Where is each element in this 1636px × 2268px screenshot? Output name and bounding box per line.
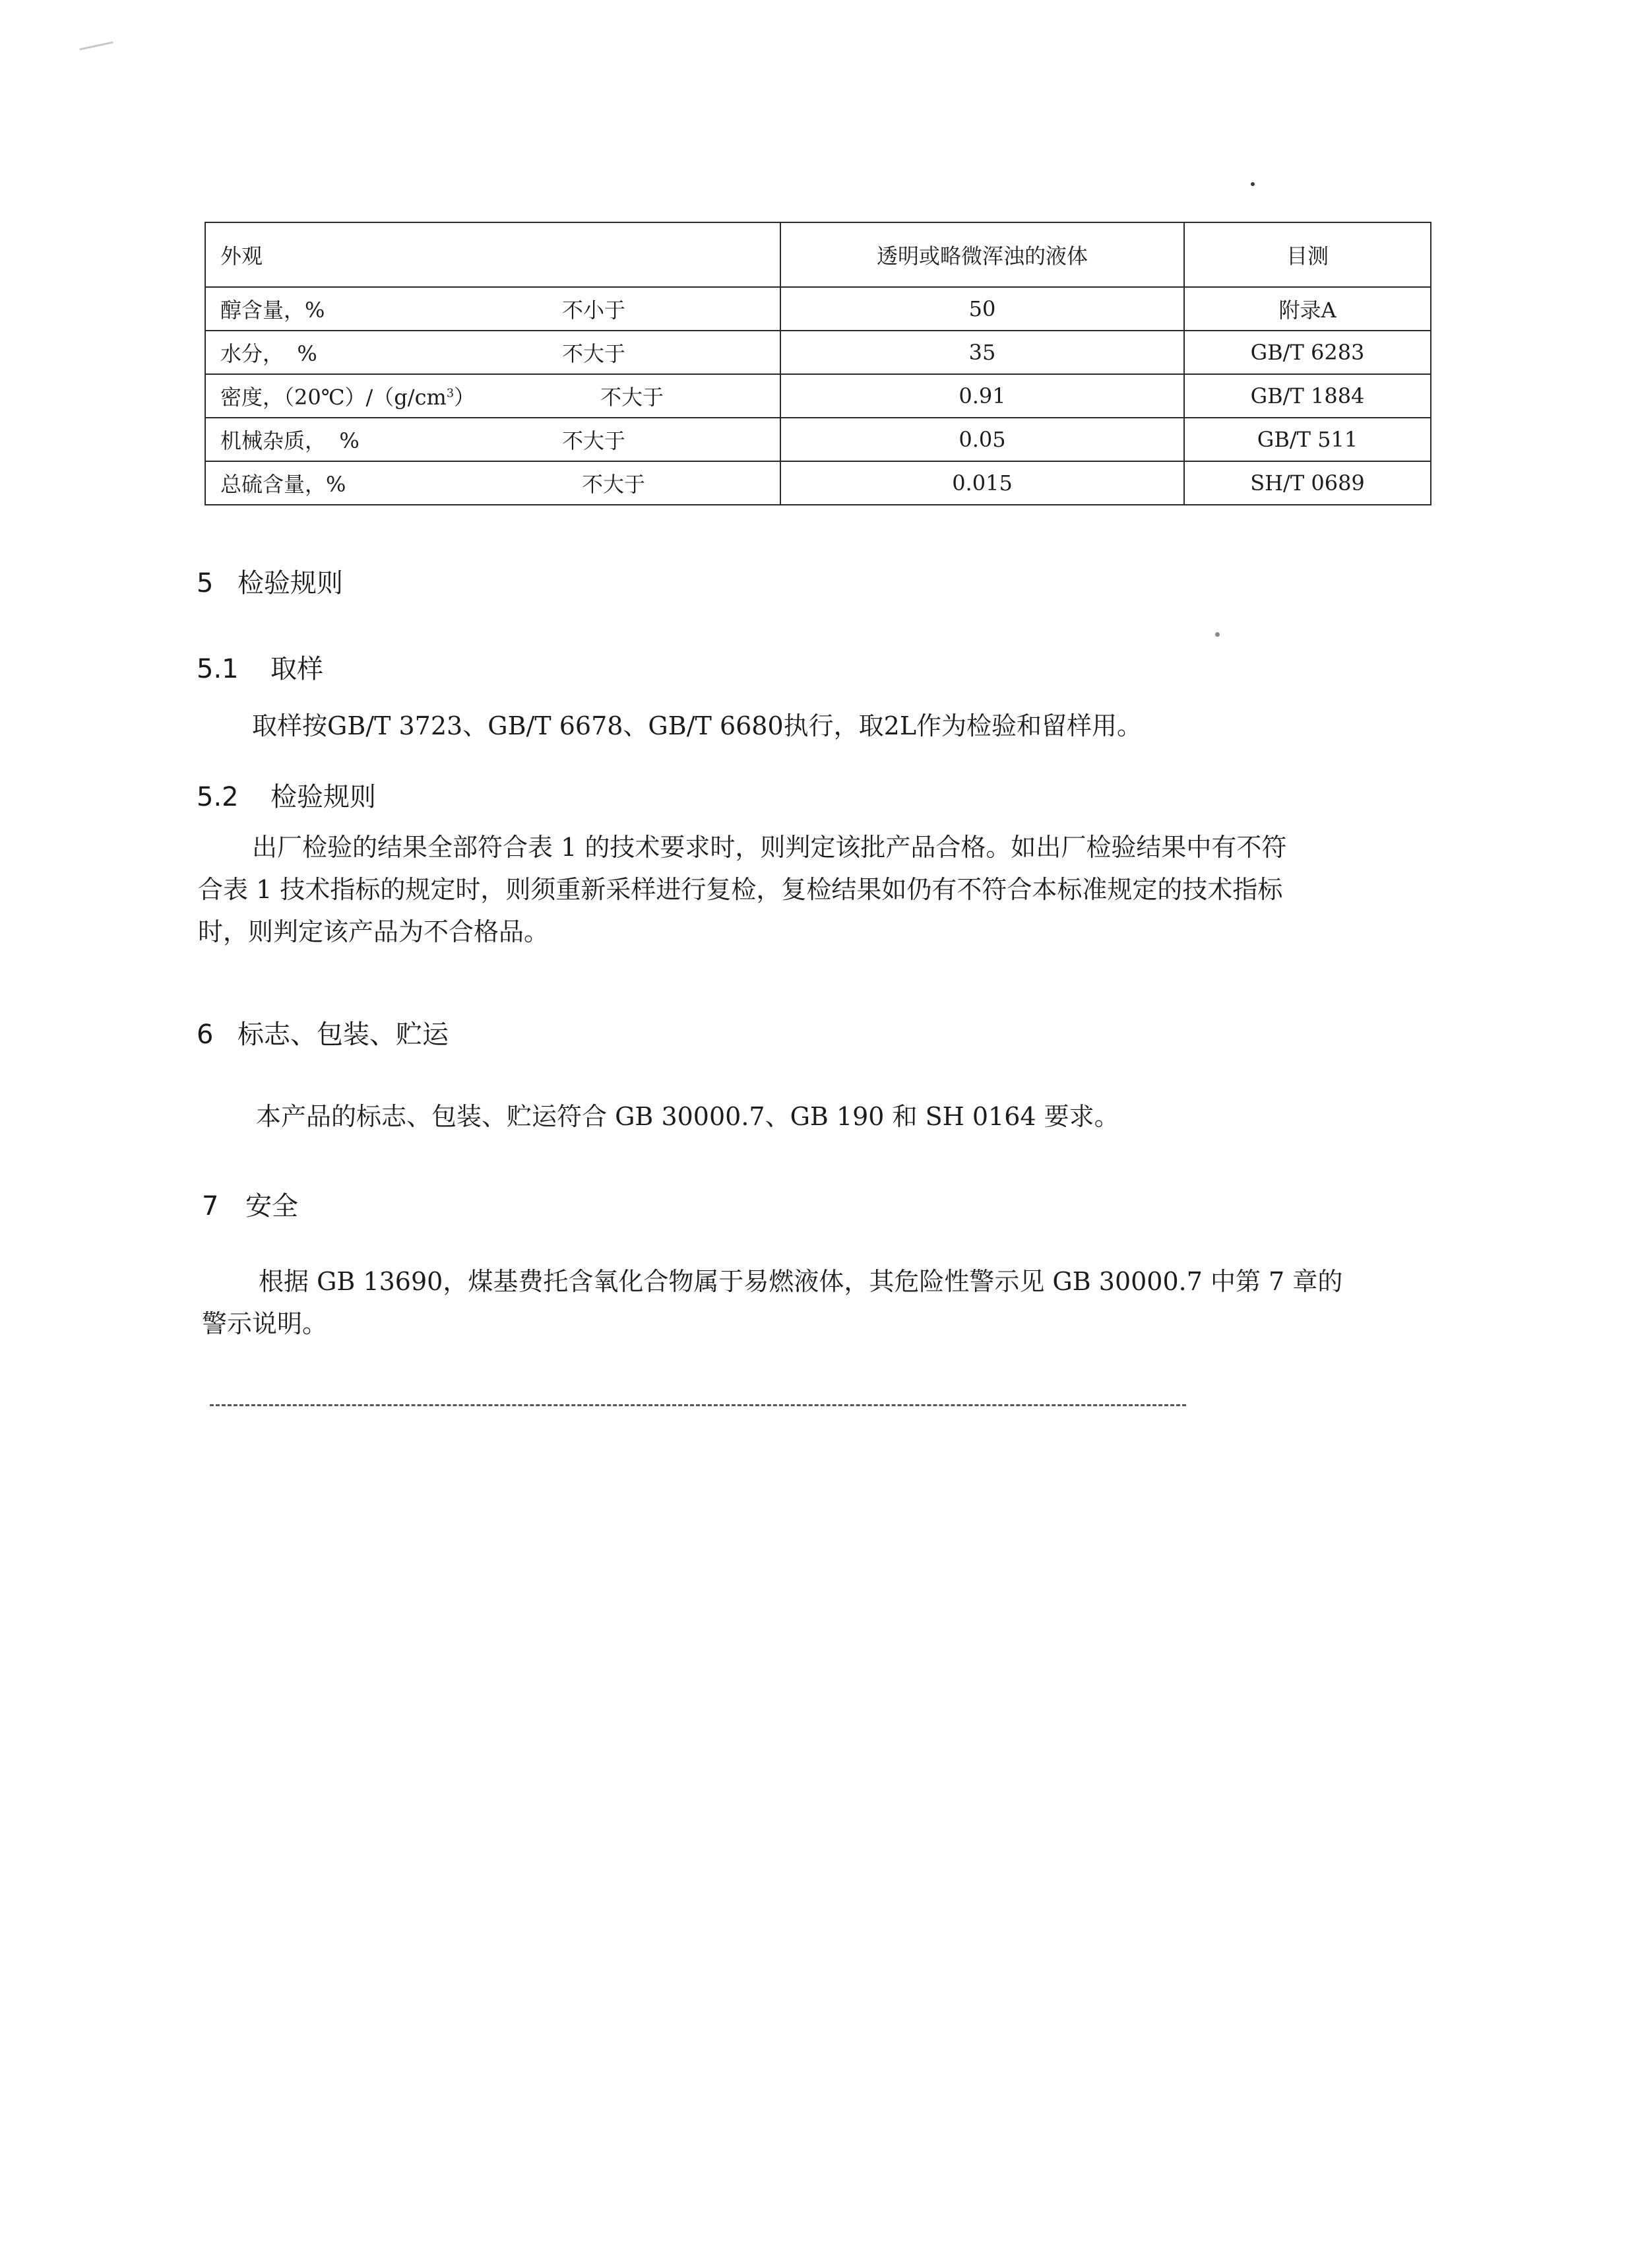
scan-mark [79,42,113,51]
table-row [205,287,1431,331]
scan-speck [1251,182,1255,186]
item-name-cell [205,374,780,418]
item-limit: 不小于 [562,298,626,323]
section-5-1-heading [197,648,323,686]
section-number: 5.2 [197,782,239,812]
section-title: 安全 [245,1191,298,1221]
table-row [205,331,1431,374]
item-name: 外观 [220,243,263,269]
section-5-2-body [198,826,1451,953]
table-row [205,461,1431,505]
item-name-cell [205,222,780,287]
section-5-2-heading [197,776,376,814]
section-6-heading [197,1014,449,1051]
section-number: 7 [202,1191,219,1221]
section-number: 5 [197,568,214,599]
method-cell: SH/T 0689 [1184,461,1431,505]
value-cell: 0.91 [780,374,1184,418]
item-name: 总硫含量，% [220,472,346,497]
paragraph-line: 根据 GB 13690，煤基费托含氧化合物属于易燃液体，其危险性警示见 GB 30000.7 中第 7 章的 [259,1267,1343,1296]
table-row [205,374,1431,418]
section-5-1-body: 取样按GB/T 3723、GB/T 6678、GB/T 6680执行，取2L作为检验和留样用。 [252,711,1143,740]
item-name-cell [205,461,780,505]
section-7-body [202,1260,1455,1345]
section-title: 取样 [270,654,323,684]
section-title: 检验规则 [237,568,343,599]
table-row [205,222,1431,287]
paragraph-line: 出厂检验的结果全部符合表 1 的技术要求时，则判定该批产品合格。如出厂检验结果中有不符 [252,833,1287,862]
method-cell: 附录A [1184,287,1431,331]
table-row [205,418,1431,461]
item-limit: 不大于 [562,428,626,453]
item-name: 水分， % [220,341,317,366]
value-cell: 0.015 [780,461,1184,505]
value-cell: 0.05 [780,418,1184,461]
value-cell: 透明或略微浑浊的液体 [780,222,1184,287]
method-cell: GB/T 511 [1184,418,1431,461]
paragraph-line: 合表 1 技术指标的规定时，则须重新采样进行复检，复检结果如仍有不符合本标准规定的技术指标 [198,875,1283,904]
scan-speck [1215,632,1220,637]
end-of-document-line [210,1404,1186,1406]
item-name-tail: ） [454,385,476,410]
method-cell: GB/T 6283 [1184,331,1431,374]
method-cell: GB/T 1884 [1184,374,1431,418]
spec-table [204,222,1432,505]
value-cell: 35 [780,331,1184,374]
section-6-body: 本产品的标志、包装、贮运符合 GB 30000.7、GB 190 和 SH 0164 要求。 [256,1102,1119,1131]
section-title: 检验规则 [270,782,376,812]
item-name-cell [205,418,780,461]
item-name: 机械杂质， % [220,428,360,453]
item-name-superscript: 3 [446,387,455,401]
section-number: 6 [197,1020,214,1050]
item-name: 醇含量，% [220,298,325,323]
section-7-heading [202,1185,298,1223]
section-number: 5.1 [197,654,239,684]
method-cell: 目测 [1184,222,1431,287]
item-name-cell [205,287,780,331]
paragraph-line: 警示说明。 [202,1309,328,1338]
item-name [220,381,475,411]
value-cell: 50 [780,287,1184,331]
item-limit: 不大于 [562,341,626,366]
item-name-main: 密度，（20℃）/（g/cm [220,385,447,410]
item-limit: 不大于 [582,472,646,497]
item-name-cell [205,331,780,374]
item-limit: 不大于 [600,385,664,410]
section-5-heading [197,562,343,600]
paragraph-line: 时，则判定该产品为不合格品。 [198,917,550,946]
section-title: 标志、包装、贮运 [237,1020,449,1050]
